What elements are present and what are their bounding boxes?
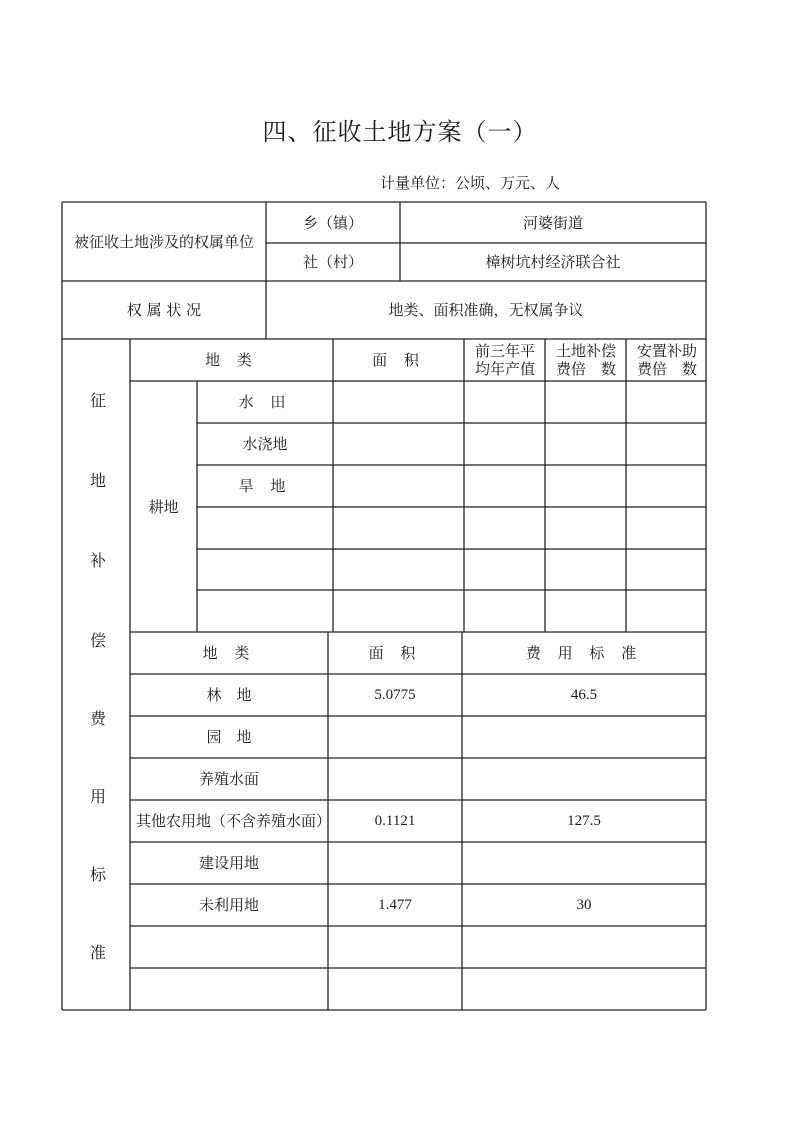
arable-row-paddy: 水 田 (238, 393, 292, 411)
header-resettle-multiple: 安置补助费倍 数 (636, 342, 697, 378)
side-char: 费 (89, 709, 106, 728)
header-area: 面 积 (372, 351, 425, 369)
arable-row-dry: 旱 地 (238, 477, 292, 495)
row-garden-type: 园 地 (206, 728, 252, 746)
side-char: 标 (89, 865, 106, 884)
row-unused-standard: 30 (576, 897, 592, 913)
side-char: 征 (89, 391, 106, 410)
unit-note: 计量单位：公顷、万元、人 (380, 174, 561, 192)
ownership-label: 被征收土地涉及的权属单位 (73, 232, 254, 251)
row-aquaculture-type: 养殖水面 (198, 770, 259, 788)
lower-header-land-type: 地 类 (202, 644, 256, 662)
header-land-type: 地 类 (205, 351, 258, 369)
lower-header-standard: 费 用 标 准 (525, 644, 643, 662)
row-other-agri-standard: 127.5 (567, 813, 601, 829)
header-land-multiple: 土地补偿费倍 数 (555, 342, 616, 378)
row-forest-area: 5.0775 (374, 687, 416, 703)
status-label: 权 属 状 况 (126, 301, 202, 319)
side-char: 用 (89, 787, 106, 806)
row-forest-type: 林 地 (206, 686, 252, 704)
village-label: 社（村） (302, 253, 363, 271)
row-unused-type: 未利用地 (198, 896, 259, 914)
row-other-agri-area: 0.1121 (374, 813, 416, 829)
page-title: 四、征收土地方案（一） (262, 118, 538, 146)
side-char: 补 (89, 551, 106, 570)
lower-header-area: 面 积 (368, 644, 422, 662)
arable-label: 耕地 (148, 497, 179, 516)
header-avg-output: 前三年平均年产值 (474, 342, 535, 378)
township-value: 河婆街道 (522, 213, 583, 232)
row-unused-area: 1.477 (378, 897, 412, 913)
arable-row-irrigated: 水浇地 (242, 435, 288, 453)
status-value: 地类、面积准确，无权属争议 (388, 301, 584, 319)
row-construction-type: 建设用地 (198, 854, 259, 872)
side-char: 地 (89, 471, 106, 490)
township-label: 乡（镇） (302, 213, 363, 232)
row-forest-standard: 46.5 (570, 687, 598, 703)
side-char: 偿 (89, 631, 106, 650)
village-value: 樟树坑村经济联合社 (485, 253, 621, 271)
side-char: 准 (89, 943, 106, 962)
row-other-agri-type: 其他农用地（不含养殖水面） (136, 812, 332, 830)
